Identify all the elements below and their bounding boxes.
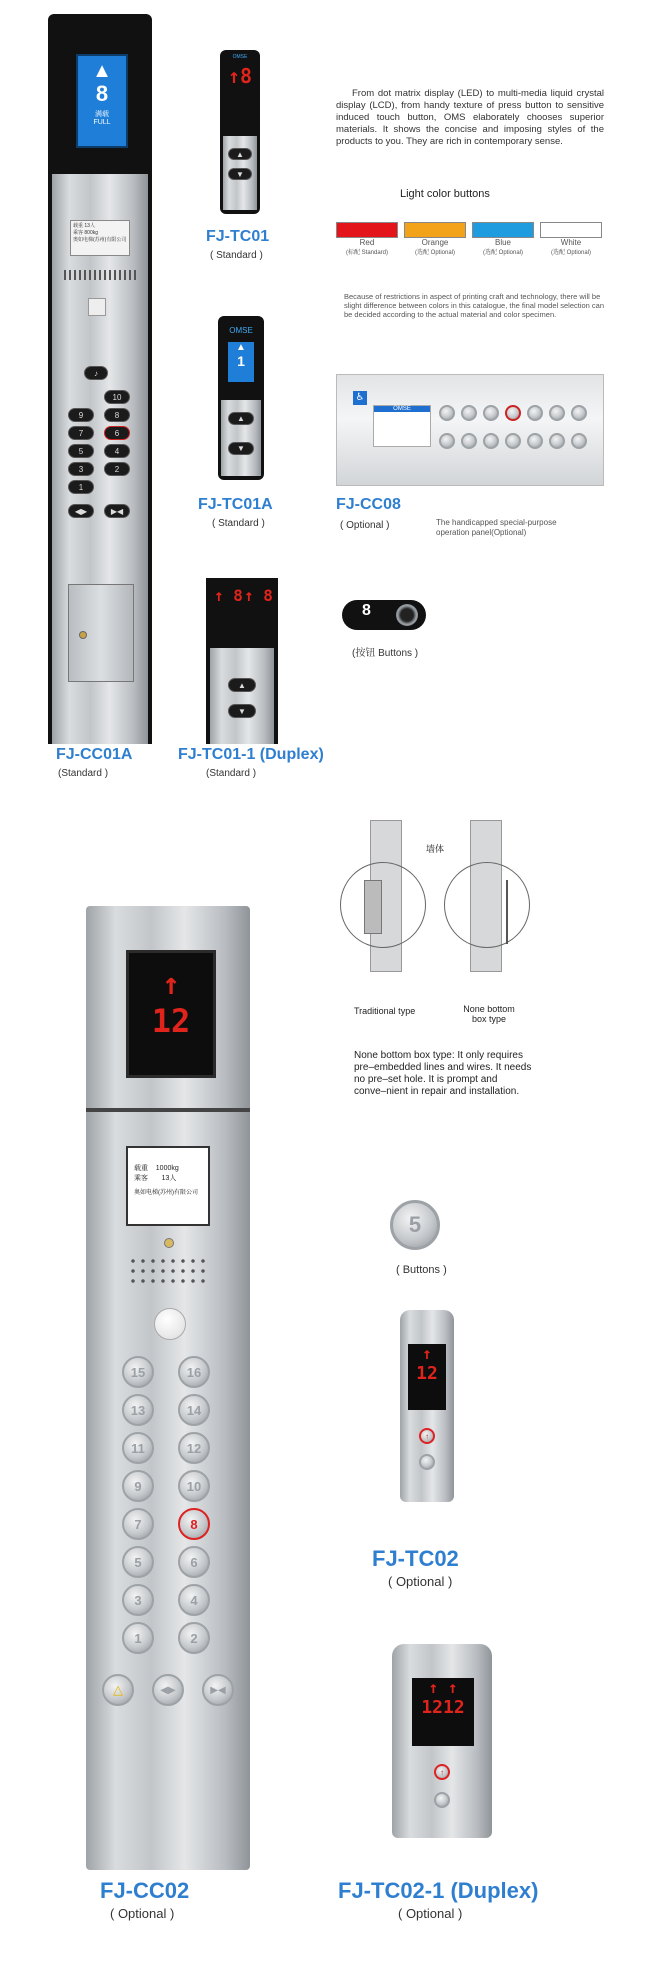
floor-button-3[interactable]: 3 — [122, 1584, 154, 1616]
floor-button-11[interactable]: 11 — [122, 1432, 154, 1464]
floor-number: 8 — [95, 81, 109, 106]
wall-diagram — [340, 820, 540, 990]
tc01a-brand: OMSE — [229, 326, 253, 335]
up-arrow-icon: ↑ ↑ — [428, 1678, 458, 1697]
cc02-panel — [86, 906, 250, 1870]
keyhole-icon — [79, 631, 87, 639]
colors-heading: Light color buttons — [400, 188, 490, 200]
tc011-down-button[interactable]: ▼ — [228, 704, 256, 718]
cc08-button[interactable] — [549, 433, 565, 449]
tc011-up-button[interactable]: ▲ — [228, 678, 256, 692]
floor-button-6[interactable]: 6 — [104, 426, 130, 440]
plate-company: 奥如电梯(苏州)有限公司 — [73, 237, 127, 243]
tc021-display: ↑ ↑ 1212 — [412, 1678, 474, 1746]
tc01a-down-button[interactable]: ▼ — [228, 442, 254, 455]
tc011-steel — [210, 648, 274, 744]
up-arrow-icon: ▲ — [92, 60, 112, 82]
floor-button-8[interactable]: 8 — [104, 408, 130, 422]
cc08-button[interactable] — [439, 405, 455, 421]
floor-button-9[interactable]: 9 — [68, 408, 94, 422]
cc02-floor-number: 12 — [151, 1002, 191, 1040]
cc08-button[interactable] — [461, 433, 477, 449]
floor-button-15[interactable]: 15 — [122, 1356, 154, 1388]
cc01a-subtitle: (Standard ) — [58, 768, 109, 779]
floor-button-12[interactable]: 12 — [178, 1432, 210, 1464]
braille-button-digit: 8 — [362, 602, 371, 619]
tc011-title: FJ-TC01-1 (Duplex) — [178, 746, 324, 763]
cc08-panel — [336, 374, 604, 486]
tc01a-title: FJ-TC01A — [198, 496, 273, 513]
floor-button-3[interactable]: 3 — [68, 462, 94, 476]
cc08-button[interactable] — [571, 433, 587, 449]
tc011-display-left: ↑ 8 — [214, 586, 243, 605]
tc021-title: FJ-TC02-1 (Duplex) — [338, 1878, 539, 1903]
buttons-caption-1: (按钮 Buttons ) — [352, 648, 419, 659]
floor-button-2[interactable]: 2 — [178, 1622, 210, 1654]
tc011-display-right: ↑ 8 — [244, 586, 273, 605]
cc08-button[interactable] — [571, 405, 587, 421]
cc08-button[interactable] — [505, 433, 521, 449]
tc01a-subtitle: ( Standard ) — [212, 518, 265, 529]
swatch-white: White (选配 Optional) — [540, 222, 602, 258]
full-label-cn: 满载 — [95, 111, 109, 118]
wall-label: 墙体 — [426, 844, 445, 854]
floor-button-14[interactable]: 14 — [178, 1394, 210, 1426]
cc08-plate: OMSE — [373, 405, 431, 447]
cc02-display — [126, 950, 216, 1078]
cc01a-plate — [70, 220, 130, 256]
buttons-caption-2: ( Buttons ) — [396, 1264, 447, 1276]
cc08-title: FJ-CC08 — [336, 496, 401, 513]
cc02-indicator — [164, 1238, 174, 1248]
swatch-blue: Blue (选配 Optional) — [472, 222, 534, 258]
full-label: FULL — [93, 119, 111, 126]
tc02-up-button[interactable]: ↑ — [419, 1428, 435, 1444]
swatch-orange: Orange (选配 Optional) — [404, 222, 466, 258]
floor-button-4[interactable]: 4 — [178, 1584, 210, 1616]
door-open-button[interactable]: ◀▶ — [152, 1674, 184, 1706]
cc08-button[interactable] — [549, 405, 565, 421]
tc021-down-button[interactable] — [434, 1792, 450, 1808]
cc08-button[interactable] — [461, 405, 477, 421]
none-bottom-description: None bottom box type: It only requires pre–embedded lines and wires. It needs no pre–set hole. It is prompt and conve–nient in repair and installation. — [354, 1050, 532, 1097]
cc08-button[interactable] — [527, 405, 543, 421]
cc01a-panel — [48, 14, 152, 744]
cc01a-button-grid — [68, 390, 132, 520]
wheelchair-icon: ♿ — [353, 391, 367, 405]
tc02-title: FJ-TC02 — [372, 1546, 459, 1571]
cc02-button-grid — [122, 1356, 222, 1656]
tc01-down-button[interactable]: ▼ — [228, 168, 252, 180]
tc011-subtitle: (Standard ) — [206, 768, 257, 779]
cc01a-title: FJ-CC01A — [56, 746, 133, 763]
floor-button-2[interactable]: 2 — [104, 462, 130, 476]
floor-button-16[interactable]: 16 — [178, 1356, 210, 1388]
button-sample-steel: 5 — [390, 1200, 440, 1250]
intro-paragraph: From dot matrix display (LED) to multi-media liquid crystal display (LCD), from handy texture of press button to sensitive induced touch button, OMS elaborately chooses superior materials. It shows the concise and imposing styles of the products to you. They are rich in contemporary sense. — [336, 88, 604, 147]
alarm-button[interactable]: △ — [102, 1674, 134, 1706]
detail-circle-left — [340, 862, 426, 948]
service-cabinet[interactable] — [68, 584, 134, 682]
cc02-plate: 载重 1000kg 乘客 13人 奥如电梯(苏州)有限公司 — [126, 1146, 210, 1226]
cc08-subtitle: ( Optional ) — [340, 520, 390, 531]
detail-circle-right — [444, 862, 530, 948]
color-swatches — [336, 222, 604, 262]
cc02-title: FJ-CC02 — [100, 1878, 190, 1903]
tc01a-display: ▲ 1 — [228, 342, 254, 382]
flush-panel — [506, 880, 508, 944]
alarm-button[interactable]: ♪ — [84, 366, 108, 380]
floor-button-10[interactable]: 10 — [178, 1470, 210, 1502]
door-open-button[interactable]: ◀▶ — [68, 504, 94, 518]
color-disclaimer: Because of restrictions in aspect of printing craft and technology, there will be slight difference between colors in this catalogue, the final model selection can be decided according to the actual material and color specimen. — [344, 292, 605, 319]
tc01-panel — [220, 50, 260, 214]
tc01-display: ↑8 — [227, 64, 253, 88]
tc01a-up-button[interactable]: ▲ — [228, 412, 254, 425]
floor-button-7[interactable]: 7 — [68, 426, 94, 440]
door-close-button[interactable]: ▶◀ — [104, 504, 130, 518]
up-arrow-icon: ↑ — [161, 967, 181, 1002]
cc02-camera — [154, 1308, 186, 1340]
cc01a-display — [76, 54, 128, 148]
cc08-button[interactable] — [439, 433, 455, 449]
floor-button-8[interactable]: 8 — [178, 1508, 210, 1540]
tc01-title: FJ-TC01 — [206, 228, 270, 245]
tc01-subtitle: ( Standard ) — [210, 250, 263, 261]
cc08-button-rows — [439, 405, 589, 455]
floor-button-13[interactable]: 13 — [122, 1394, 154, 1426]
cc08-description: The handicapped special-purpose operation panel(Optional) — [436, 518, 557, 537]
tc01-up-button[interactable]: ▲ — [228, 148, 252, 160]
cc02-speaker — [128, 1256, 208, 1284]
plate-load: 载重 13人 — [73, 223, 95, 229]
plate-pass: 乘客 800kg — [73, 230, 99, 236]
floor-button-6[interactable]: 6 — [178, 1546, 210, 1578]
tc021-subtitle: ( Optional ) — [398, 1906, 463, 1921]
tc02-panel — [400, 1310, 454, 1502]
tc021-panel — [392, 1644, 492, 1838]
floor-button-5[interactable]: 5 — [68, 444, 94, 458]
floor-button-1[interactable]: 1 — [122, 1622, 154, 1654]
tc01a-panel — [218, 316, 264, 480]
cc01a-camera — [88, 298, 106, 316]
floor-button-1[interactable]: 1 — [68, 480, 94, 494]
door-close-button[interactable]: ▶◀ — [202, 1674, 234, 1706]
cc08-button[interactable] — [527, 433, 543, 449]
cc02-divider — [86, 1108, 250, 1112]
up-arrow-icon: ↑ — [422, 1344, 432, 1363]
tc021-up-button[interactable]: ↑ — [434, 1764, 450, 1780]
floor-button-5[interactable]: 5 — [122, 1546, 154, 1578]
floor-button-7[interactable]: 7 — [122, 1508, 154, 1540]
cc08-button[interactable] — [505, 405, 521, 421]
tc011-panel — [206, 578, 278, 744]
tc02-display: ↑ 12 — [408, 1344, 446, 1410]
cc02-subtitle: ( Optional ) — [110, 1906, 175, 1921]
floor-button-9[interactable]: 9 — [122, 1470, 154, 1502]
tc02-down-button[interactable] — [419, 1454, 435, 1470]
floor-button-4[interactable]: 4 — [104, 444, 130, 458]
button-sample-dark — [342, 600, 426, 630]
cc08-button[interactable] — [483, 405, 499, 421]
tc01-brand: OMSE — [232, 54, 248, 60]
cc08-button[interactable] — [483, 433, 499, 449]
traditional-type-label: Traditional type — [354, 1006, 416, 1016]
swatch-red: Red (标配 Standard) — [336, 222, 398, 258]
button-ring — [396, 604, 418, 626]
tc02-subtitle: ( Optional ) — [388, 1574, 453, 1589]
floor-button-10[interactable]: 10 — [104, 390, 130, 404]
cc01a-speaker — [64, 270, 136, 280]
none-bottom-type-label: None bottom box type — [463, 1004, 515, 1024]
